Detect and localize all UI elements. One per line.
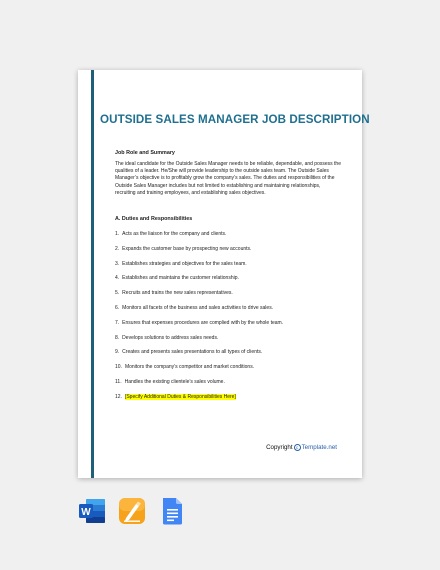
list-item-number: 8. <box>115 334 120 341</box>
list-item <box>115 364 345 379</box>
document-page <box>78 70 370 478</box>
list-item-text: Establishes and maintains the customer relationship. <box>122 275 239 282</box>
list-item-text: Ensures that expenses procedures are complied with by the whole team. <box>122 319 284 326</box>
list-item <box>115 261 345 276</box>
list-item <box>115 231 345 246</box>
footer-copyright <box>266 444 337 451</box>
copyright-icon: c <box>294 444 301 451</box>
list-item-number: 12. <box>115 393 122 400</box>
accent-bar <box>91 70 94 478</box>
list-item-text: Creates and presents sales presentations to all types of clients. <box>122 349 263 356</box>
list-item <box>115 379 345 394</box>
list-item-number: 9. <box>115 349 120 356</box>
list-item-text: Monitors all facets of the business and sales activities to drive sales. <box>122 304 274 311</box>
list-item <box>115 275 345 290</box>
list-item <box>115 305 345 320</box>
list-item-text: Expands the customer base by prospecting new accounts. <box>122 245 252 252</box>
list-item-number: 11. <box>115 378 122 385</box>
list-item <box>115 246 345 261</box>
list-item-text: Recruits and trains the new sales representatives. <box>122 290 233 297</box>
list-item <box>115 349 345 364</box>
list-item <box>115 290 345 305</box>
list-item-number: 2. <box>115 245 120 252</box>
list-item-number: 6. <box>115 304 120 311</box>
list-item <box>115 320 345 335</box>
google-docs-icon[interactable] <box>157 496 187 526</box>
list-item-number: 1. <box>115 231 120 237</box>
list-item-text: Handles the existing clientele’s sales volume. <box>124 378 225 385</box>
list-item <box>115 335 345 350</box>
list-item-number: 3. <box>115 260 120 267</box>
list-item-placeholder <box>115 394 345 409</box>
list-item-text: Monitors the company’s competitor and market conditions. <box>124 364 255 371</box>
list-item-text: Develops solutions to address sales needs. <box>122 334 219 341</box>
svg-text:W: W <box>81 507 91 518</box>
duties-heading: A. Duties and Responsibilities <box>115 216 193 222</box>
summary-paragraph: The ideal candidate for the Outside Sales Manager needs to be reliable, dependable, and possess the qualities of a leader. He/She will provide leadership to the outside sales team. The Outside Sales Manager’s objective is to profitably grow the company’s sales. The duties and responsibilities of the Outside Sales Manager includes but not limited to establishing and maintaining relationships, recruiting and training employees, and establishing sales objectives. <box>115 161 341 196</box>
list-item-number: 10. <box>115 364 122 371</box>
list-item-number: 4. <box>115 275 120 282</box>
duties-list <box>115 231 345 409</box>
copyright-label: Copyright <box>266 444 293 452</box>
list-item-text: Establishes strategies and objectives for the sales team. <box>122 260 247 267</box>
word-icon[interactable] <box>77 496 107 526</box>
list-item-number: 5. <box>115 290 120 297</box>
summary-heading: Job Role and Summary <box>115 150 175 156</box>
document-title: OUTSIDE SALES MANAGER JOB DESCRIPTION <box>100 113 370 126</box>
list-item-number: 7. <box>115 319 120 326</box>
placeholder-highlight-text: [Specify Additional Duties & Responsibilities Here] <box>124 393 236 400</box>
list-item-text: Acts as the liaison for the company and clients. <box>122 231 227 237</box>
brand-link[interactable]: Template.net <box>301 444 337 452</box>
pages-icon[interactable] <box>117 496 147 526</box>
